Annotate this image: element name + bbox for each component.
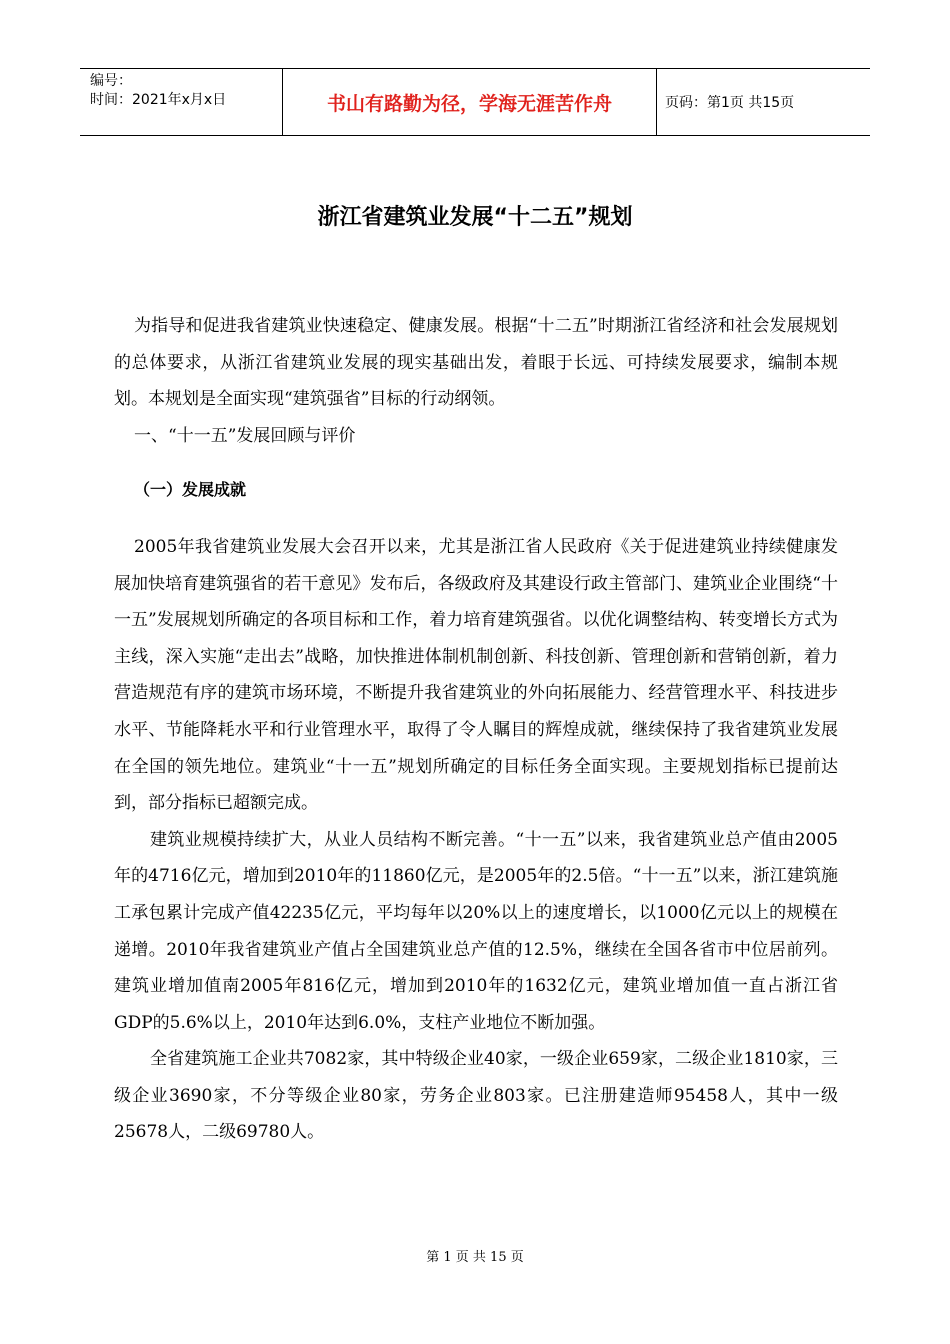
body-paragraph: 全省建筑施工企业共7082家，其中特级企业40家，一级企业659家，二级企业1810家，三级企业3690家，不分等级企业80家，劳务企业803家。已注册建造师95458人，其中一级25678人，二级69780人。	[114, 1049, 838, 1143]
document-body	[114, 308, 838, 1151]
intro-paragraph: 为指导和促进我省建筑业快速稳定、健康发展。根据“十二五”时期浙江省经济和社会发展规划的总体要求，从浙江省建筑业发展的现实基础出发，着眼于长远、可持续发展要求，编制本规划。本规划是全面实现“建筑强省”目标的行动纲领。	[114, 316, 838, 410]
page-header	[80, 68, 870, 136]
subsection-heading: （一）发展成就	[134, 480, 247, 500]
section-heading: 一、“十一五”发展回顾与评价	[134, 425, 356, 446]
document-code-label: 编号：	[90, 73, 132, 89]
page-footer: 第 1 页 共 15 页	[426, 1250, 524, 1265]
header-meta	[80, 69, 282, 135]
body-paragraph: 建筑业规模持续扩大，从业人员结构不断完善。“十一五”以来，我省建筑业总产值由2005年的4716亿元，增加到2010年的11860亿元，是2005年的2.5倍。“十一五”以来，浙江建筑施工承包累计完成产值42235亿元，平均每年以20%以上的速度增长，以1000亿元以上的规模在递增。2010年我省建筑业产值占全国建筑业总产值的12.5%，继续在全国各省市中位居前列。建筑业增加值南2005年816亿元，增加到2010年的1632亿元，建筑业增加值一直占浙江省GDP的5.6%以上，2010年达到6.0%，支柱产业地位不断加强。	[114, 829, 838, 1033]
body-paragraph: 2005年我省建筑业发展大会召开以来，尤其是浙江省人民政府《关于促进建筑业持续健康发展加快培育建筑强省的若干意见》发布后，各级政府及其建设行政主管部门、建筑业企业围绕“十一五”发展规划所确定的各项目标和工作，着力培育建筑强省。以优化调整结构、转变增长方式为主线，深入实施“走出去”战略，加快推进体制机制创新、科技创新、管理创新和营销创新，着力营造规范有序的建筑市场环境，不断提升我省建筑业的外向拓展能力、经营管理水平、科技进步水平、节能降耗水平和行业管理水平，取得了令人瞩目的辉煌成就，继续保持了我省建筑业发展在全国的领先地位。建筑业“十一五”规划所确定的目标任务全面实现。主要规划指标已提前达到，部分指标已超额完成。	[114, 536, 838, 814]
document-date: 时间：2021年x月x日	[90, 92, 227, 108]
header-motto: 书山有路勤为径，学海无涯苦作舟	[282, 69, 657, 135]
header-page-info: 页码：第1页 共15页	[665, 95, 795, 111]
document-title: 浙江省建筑业发展“十二五”规划	[317, 205, 633, 230]
